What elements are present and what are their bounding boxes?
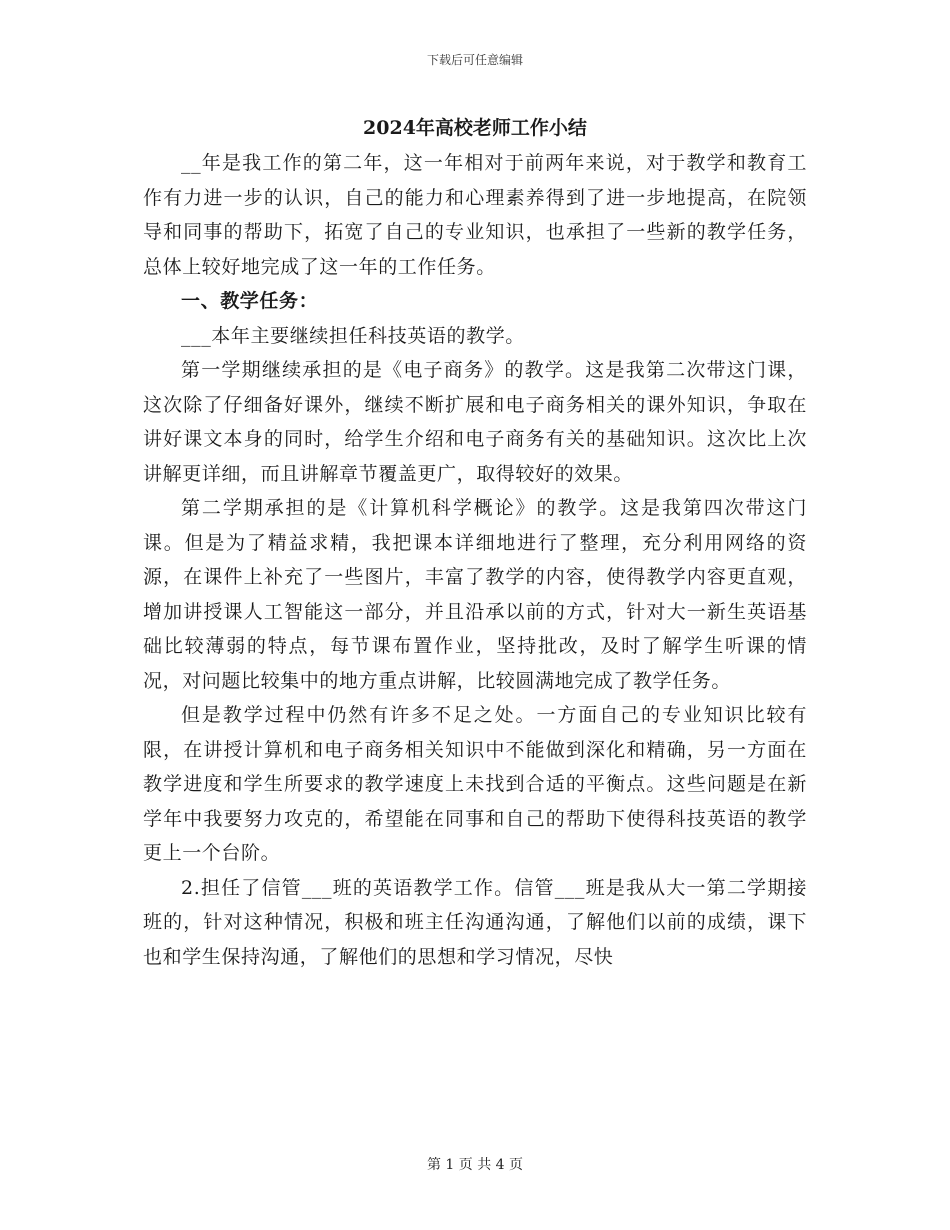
paragraph-main-course: ___本年主要继续担任科技英语的教学。 [181, 324, 525, 347]
document-body [143, 146, 807, 974]
page-header: 下载后可任意编辑 [426, 53, 523, 67]
document-title: 2024年高校老师工作小结 [363, 117, 587, 139]
paragraph-intro: __年是我工作的第二年，这一年相对于前两年来说，对于教学和教育工作有力进一步的认识，自己的能力和心理素养得到了进一步地提高，在院领导和同事的帮助下，拓宽了自己的专业知识，也承担了一些新的教学任务，总体上较好地完成了这一年的工作任务。 [143, 152, 807, 278]
paragraph-second-semester: 第二学期承担的是《计算机科学概论》的教学。这是我第四次带这门课。但是为了精益求精，我把课本详细地进行了整理，充分利用网络的资源，在课件上补充了一些图片，丰富了教学的内容，使得教学内容更直观，增加讲授课人工智能这一部分，并且沿承以前的方式，针对大一新生英语基础比较薄弱的特点，每节课布置作业，坚持批改，及时了解学生听课的情况，对问题比较集中的地方重点讲解，比较圆满地完成了教学任务。 [143, 497, 807, 692]
section-heading-teaching-tasks: 一、教学任务： [181, 290, 319, 312]
page-footer: 第 1 页 共 4 页 [426, 1157, 524, 1173]
paragraph-first-semester: 第一学期继续承担的是《电子商务》的教学。这是我第二次带这门课，这次除了仔细备好课外，继续不断扩展和电子商务相关的课外知识，争取在讲好课文本身的同时，给学生介绍和电子商务有关的基础知识。这次比上次讲解更详细，而且讲解章节覆盖更广，取得较好的效果。 [143, 359, 807, 485]
paragraph-class-english: 2.担任了信管___班的英语教学工作。信管___班是我从大一第二学期接班的，针对这种情况，积极和班主任沟通沟通，了解他们以前的成绩，课下也和学生保持沟通，了解他们的思想和学习情况，尽快 [143, 876, 807, 968]
paragraph-shortcomings: 但是教学过程中仍然有许多不足之处。一方面自己的专业知识比较有限，在讲授计算机和电子商务相关知识中不能做到深化和精确，另一方面在教学进度和学生所要求的教学速度上未找到合适的平衡点。这些问题是在新学年中我要努力攻克的，希望能在同事和自己的帮助下使得科技英语的教学更上一个台阶。 [143, 704, 807, 864]
